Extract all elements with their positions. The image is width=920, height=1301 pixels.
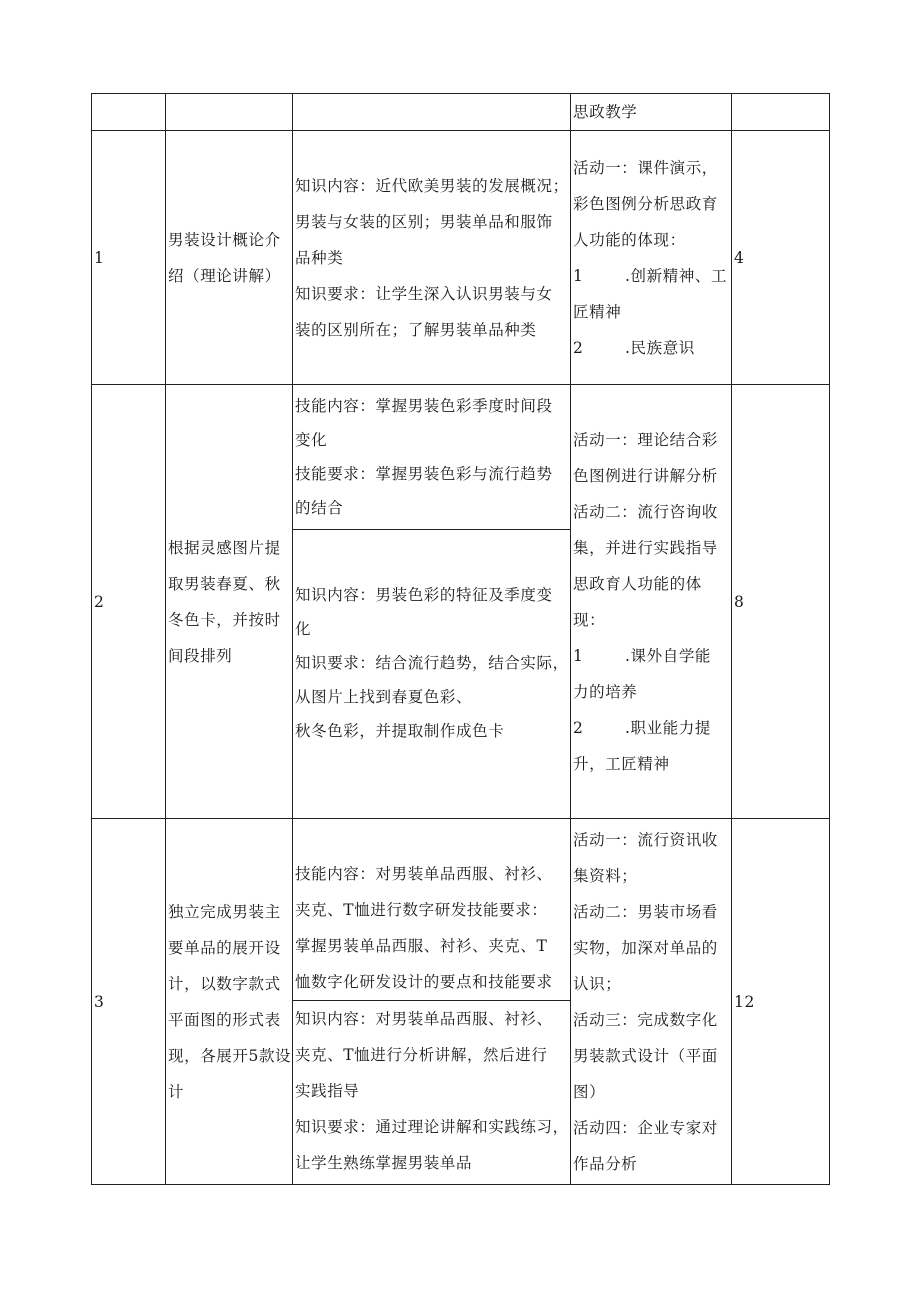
row-content (293, 819, 571, 1185)
header-activity-text: 思政教学 (573, 103, 638, 121)
header-row (92, 94, 830, 131)
header-cell-hours (732, 94, 830, 131)
row-index-text: 1 (94, 248, 105, 267)
activity-line: 活动二：流行咨询收 (573, 502, 718, 521)
activity-item-number: 1 (573, 646, 584, 665)
activity-line: 认识； (573, 974, 622, 993)
content-line: 让学生熟练掌握男装单品 (295, 1153, 473, 1172)
activity-item (573, 330, 731, 366)
activity-line: 活动一：理论结合彩 (573, 430, 718, 449)
knowledge-cell (293, 529, 570, 818)
content-line: 知识要求：通过理论讲解和实践练习， (295, 1117, 569, 1136)
content-line: 从图片上找到春夏色彩、 (295, 687, 473, 706)
content-line: 知识内容：近代欧美男装的发展概况； (295, 176, 569, 195)
activity-line: 实物，加深对单品的 (573, 938, 718, 957)
row-hours-text: 4 (734, 248, 745, 267)
activity-item-text: 升，工匠精神 (573, 754, 670, 773)
activity-item-text: .课外自学能 (625, 646, 712, 665)
activity-line: 彩色图例分析思政育 (573, 194, 718, 213)
row-hours (732, 131, 830, 385)
activity-line: 男装款式设计（平面 (573, 1046, 718, 1065)
row-hours (732, 819, 830, 1185)
activity-line: 活动一：课件演示， (573, 158, 718, 177)
knowledge-cell (293, 1000, 570, 1184)
content-line: 夹克、T恤进行数字研发技能要求： (295, 900, 548, 919)
row-index (92, 385, 166, 819)
content-line: 知识要求：让学生深入认识男装与女 (295, 284, 553, 303)
row-index-text: 3 (94, 992, 105, 1011)
row-task (166, 131, 293, 385)
row-hours-text: 8 (734, 592, 745, 611)
content-line: 品种类 (295, 248, 344, 267)
content-line: 实践指导 (295, 1081, 360, 1100)
table-row (92, 819, 830, 1185)
row-hours (732, 385, 830, 819)
activity-item-number: 2 (573, 718, 584, 737)
content-line: 化 (295, 619, 312, 638)
content-line: 知识内容：对男装单品西服、衬衫、 (295, 1009, 553, 1028)
activity-line: 活动二：男装市场看 (573, 902, 718, 921)
header-cell-activity (571, 94, 732, 131)
content-line: 男装与女装的区别；男装单品和服饰 (295, 212, 553, 231)
content-line: 秋冬色彩，并提取制作成色卡 (295, 721, 505, 740)
row-activity (571, 385, 732, 819)
activity-line: 色图例进行讲解分析 (573, 466, 718, 485)
activity-line: 活动三：完成数字化 (573, 1010, 718, 1029)
row-task-text: 独立完成男装主要单品的展开设计，以数字款式平面图的形式表现，各展开5款设计 (168, 902, 292, 1101)
content-line: 知识要求：结合流行趋势，结合实际， (295, 653, 569, 672)
activity-line: 活动四：企业专家对 (573, 1118, 718, 1137)
activity-line: 图） (573, 1082, 606, 1101)
content-line: 装的区别所在；了解男装单品种类 (295, 320, 537, 339)
content-subtable (293, 385, 570, 818)
content-line: 技能内容：掌握男装色彩季度时间段 (295, 396, 553, 415)
activity-item (573, 258, 731, 294)
row-hours-text: 12 (734, 992, 755, 1011)
content-line: 变化 (295, 430, 328, 449)
row-activity (571, 131, 732, 385)
table-row (92, 131, 830, 385)
content-line: 夹克、T恤进行分析讲解，然后进行 (295, 1045, 548, 1064)
activity-line: 思政育人功能的体现： (573, 574, 702, 629)
skill-cell (293, 819, 570, 1000)
skill-cell (293, 385, 570, 529)
row-index-text: 2 (94, 592, 105, 611)
header-cell-content (293, 94, 571, 131)
activity-item (573, 710, 731, 746)
row-content (293, 385, 571, 819)
row-index (92, 819, 166, 1185)
activity-line: 集资料； (573, 866, 638, 885)
row-task (166, 819, 293, 1185)
activity-item-text: .创新精神、工 (625, 266, 728, 285)
activity-item-text: 力的培养 (573, 682, 638, 701)
course-plan-table (91, 93, 830, 1185)
activity-line: 人功能的体现： (573, 230, 686, 249)
activity-item-text: 匠精神 (573, 302, 622, 321)
header-cell-index (92, 94, 166, 131)
row-task-text: 男装设计概论介绍（理论讲解） (168, 230, 281, 285)
activity-item-number: 1 (573, 266, 584, 285)
activity-item-number: 2 (573, 338, 584, 357)
content-line: 技能要求：掌握男装色彩与流行趋势 (295, 464, 553, 483)
row-index (92, 131, 166, 385)
activity-item-text: .民族意识 (625, 338, 695, 357)
row-activity (571, 819, 732, 1185)
content-line: 的结合 (295, 498, 344, 517)
content-subtable (293, 819, 570, 1184)
content-line: 掌握男装单品西服、衬衫、夹克、T (295, 936, 548, 955)
activity-line: 集，并进行实践指导 (573, 538, 718, 557)
activity-item (573, 638, 731, 674)
content-line: 恤数字化研发设计的要点和技能要求 (295, 972, 553, 991)
activity-line: 作品分析 (573, 1154, 638, 1173)
activity-item-text: .职业能力提 (625, 718, 712, 737)
header-cell-task (166, 94, 293, 131)
activity-line: 活动一：流行资讯收 (573, 830, 718, 849)
row-content (293, 131, 571, 385)
row-task-text: 根据灵感图片提取男装春夏、秋冬色卡，并按时间段排列 (168, 538, 281, 665)
content-line: 技能内容：对男装单品西服、衬衫、 (295, 864, 553, 883)
table-row (92, 385, 830, 819)
content-line: 知识内容：男装色彩的特征及季度变 (295, 585, 553, 604)
row-task (166, 385, 293, 819)
